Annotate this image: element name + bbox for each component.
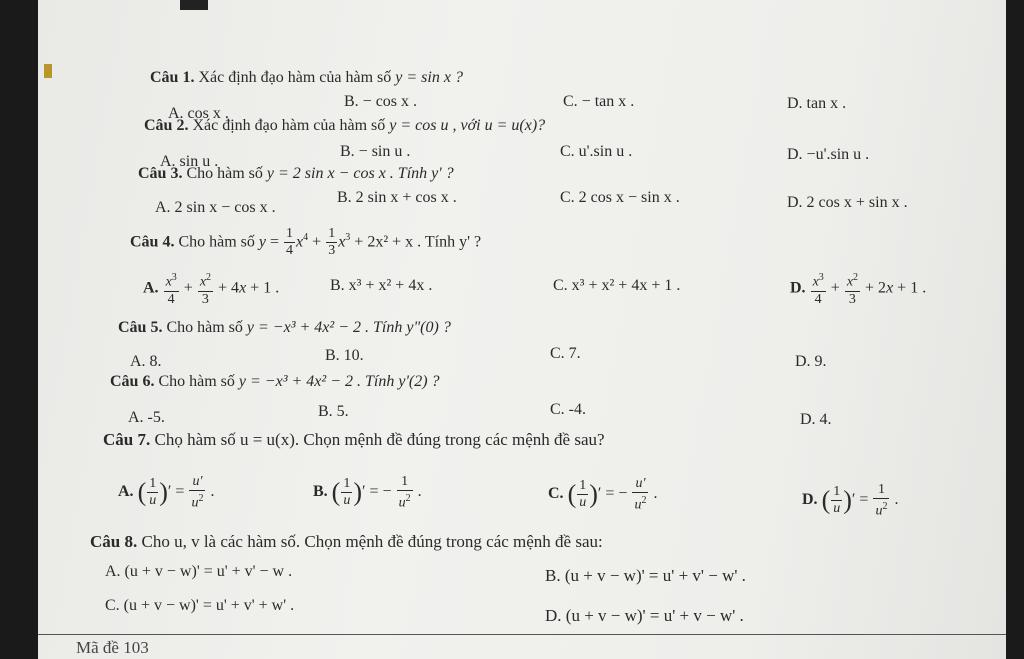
q2-option-d: D. −u'.sin u . xyxy=(787,146,870,163)
q1-stem: Câu 1. Xác định đạo hàm của hàm số y = sin x ? xyxy=(150,69,463,86)
exam-code: Mã đề 103 xyxy=(76,638,149,657)
q2-stem: Câu 2. Xác định đạo hàm của hàm số y = cos u , với u = u(x)? xyxy=(144,117,546,134)
q5-option-a: A. 8. xyxy=(130,353,162,370)
q1-option-d: D. tan x . xyxy=(787,95,847,112)
q3-option-b: B. 2 sin x + cos x . xyxy=(337,189,457,206)
q5-option-b: B. 10. xyxy=(325,347,364,364)
q4-option-a: A. $\frac{x^3}{4}$ + $\frac{x^2}{3}$ + 4x + 1 . xyxy=(143,272,280,307)
q4-option-d: D. $\frac{x^3}{4}$ + $\frac{x^2}{3}$ + 2x + 1 . xyxy=(790,272,927,307)
q8-option-c: C. (u + v − w)' = u' + v' + w' . xyxy=(105,597,295,614)
q2-option-a: A. sin u . xyxy=(160,153,219,170)
q3-option-d: D. 2 cos x + sin x . xyxy=(787,194,908,211)
side-marker xyxy=(44,64,52,78)
q1-option-a: A. cos x . xyxy=(168,105,229,122)
paper-clip-mark xyxy=(180,0,208,10)
q8-option-d: D. (u + v − w)' = u' + v − w' . xyxy=(545,606,744,625)
fraction: $\frac{1}{3}$ xyxy=(328,226,336,259)
q5-option-d: D. 9. xyxy=(795,353,827,370)
q7-option-b: B. ( $\frac{1}{u}$ )′ = − $\frac{1}{u^2}$ . xyxy=(313,473,422,511)
q6-option-d: D. 4. xyxy=(800,411,832,428)
footer-divider xyxy=(38,634,1006,635)
q7-stem: Câu 7. Chọ hàm số u = u(x). Chọn mệnh đề đúng trong các mệnh đề sau? xyxy=(103,430,605,449)
q7-option-a: A. ( $\frac{1}{u}$ )′ = $\frac{u'}{u^2}$ . xyxy=(118,473,215,511)
fraction: $\frac{1}{4}$ xyxy=(286,226,294,259)
q3-stem: Câu 3. Cho hàm số y = 2 sin x − cos x . Tính y' ? xyxy=(138,165,454,182)
q1-option-c: C. − tan x . xyxy=(563,93,635,110)
q2-option-b: B. − sin u . xyxy=(340,143,411,160)
q8-option-a: A. (u + v − w)' = u' + v' − w . xyxy=(105,563,293,580)
q5-option-c: C. 7. xyxy=(550,345,581,362)
q2-option-c: C. u'.sin u . xyxy=(560,143,633,160)
q6-option-b: B. 5. xyxy=(318,403,349,420)
q8-stem: Câu 8. Cho u, v là các hàm số. Chọn mệnh đề đúng trong các mệnh đề sau: xyxy=(90,532,603,551)
q4-option-c: C. x³ + x² + 4x + 1 . xyxy=(553,277,681,294)
q4-stem: Câu 4. Cho hàm số y = $\frac{1}{4}$ $x^4$ + $\frac{1}{3}$ $x^3 + 2x^2 + x$ . Tính y' ? xyxy=(130,226,482,259)
q1-option-b: B. − cos x . xyxy=(344,93,418,110)
q7-option-c: C. ( $\frac{1}{u}$ )′ = − $\frac{u'}{u^2}$ . xyxy=(548,475,658,513)
q7-option-d: D. ( $\frac{1}{u}$ )′ = $\frac{1}{u^2}$ . xyxy=(802,481,899,519)
q3-option-a: A. 2 sin x − cos x . xyxy=(155,199,276,216)
q6-option-a: A. -5. xyxy=(128,409,165,426)
q3-option-c: C. 2 cos x − sin x . xyxy=(560,189,680,206)
q6-option-c: C. -4. xyxy=(550,401,586,418)
q6-stem: Câu 6. Cho hàm số y = −x³ + 4x² − 2 . Tính y'(2) ? xyxy=(110,373,440,390)
q5-stem: Câu 5. Cho hàm số y = −x³ + 4x² − 2 . Tính y"(0) ? xyxy=(118,319,451,336)
q8-option-b: B. (u + v − w)' = u' + v' − w' . xyxy=(545,566,746,585)
q4-option-b: B. x³ + x² + 4x . xyxy=(330,277,433,294)
